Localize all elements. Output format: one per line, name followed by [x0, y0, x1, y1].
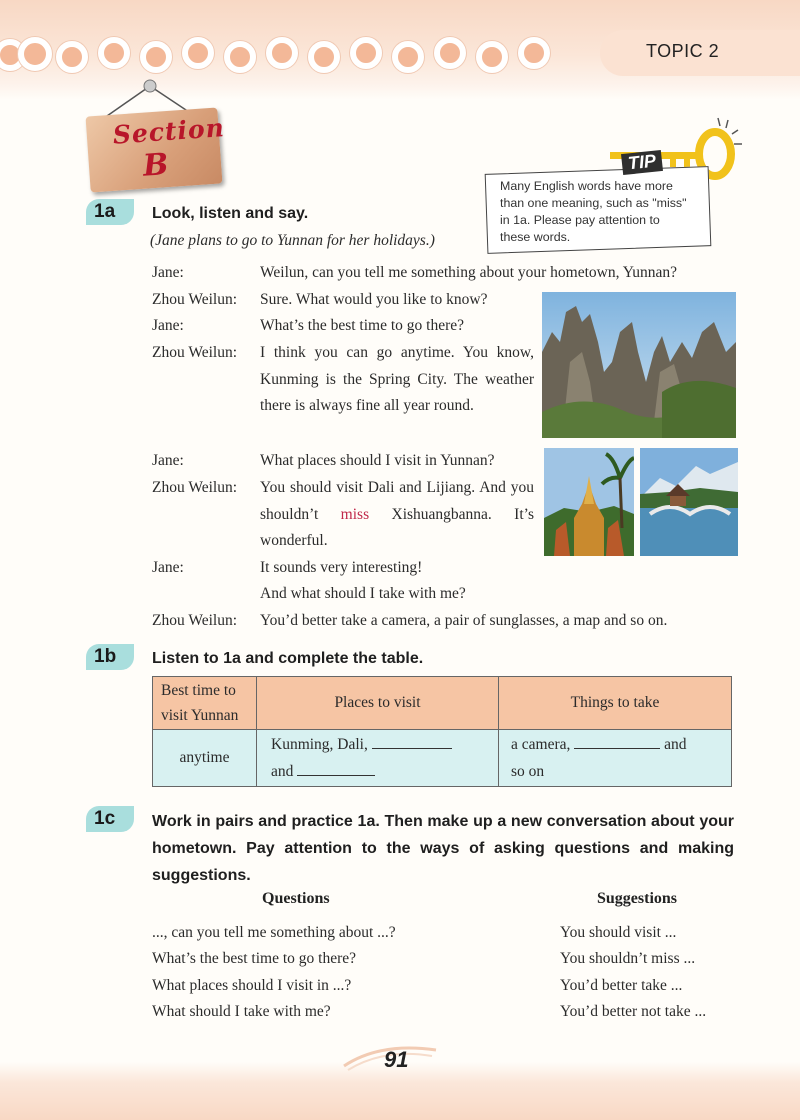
page-number: 91 [384, 1047, 409, 1072]
dialog-line: What’s the best time to go there? [260, 317, 465, 334]
badge-1b: 1b [86, 644, 134, 670]
tip-line: in 1a. Please pay attention to [500, 213, 660, 227]
ring-icon [392, 41, 424, 73]
speaker-label: Zhou Weilun: [152, 291, 238, 308]
cell-text: and [664, 736, 687, 753]
question-item: ..., can you tell me something about ...? [152, 924, 396, 941]
decorative-rings [0, 33, 600, 77]
cell-line [271, 758, 488, 785]
ring-icon [476, 41, 508, 73]
cell-text: a camera, [511, 736, 571, 753]
speaker-label: Jane: [152, 264, 184, 281]
cell-line [271, 731, 488, 758]
speaker-label: Jane: [152, 452, 184, 469]
dialog-line: What places should I visit in Yunnan? [260, 452, 495, 469]
ring-icon [308, 41, 340, 73]
question-item: What’s the best time to go there? [152, 950, 357, 967]
instruction-1c: Work in pairs and practice 1a. Then make up a new conversation about your hometown. Pay attention to the ways of asking questions and making suggestions. [152, 813, 734, 884]
section-word: Section [111, 113, 226, 150]
ring-icon [434, 37, 466, 69]
dialog-text: Xishuangbanna. It’s wonderful. [260, 505, 534, 549]
speaker-label: Jane: [152, 317, 184, 334]
table-cell [257, 730, 499, 787]
dialog-line: Sure. What would you like to know? [260, 291, 488, 308]
suggestions-header: Suggestions [597, 890, 678, 907]
table-cell [499, 730, 732, 787]
cell-text: Kunming, Dali, [271, 736, 368, 753]
ring-icon [224, 41, 256, 73]
questions-header: Questions [262, 890, 330, 907]
ring-icon [518, 37, 550, 69]
suggestion-item: You shouldn’t miss ... [560, 950, 696, 967]
dialog-line: Weilun, can you tell me something about your hometown, Yunnan? [260, 264, 678, 281]
info-table [152, 676, 732, 787]
dialog-line [260, 475, 534, 555]
cell-line [511, 731, 719, 758]
dialog-line: And what should I take with me? [260, 585, 466, 602]
ring-icon [18, 37, 52, 71]
dialog-line: It sounds very interesting! [260, 559, 423, 576]
highlight-word-miss: miss [340, 505, 370, 523]
photo-stone-forest [542, 292, 736, 438]
dialog-line: You’d better take a camera, a pair of sunglasses, a map and so on. [260, 612, 668, 629]
table-header-row [153, 677, 732, 730]
table-header-cell: Places to visit [257, 677, 499, 730]
dialog-text: You should visit Dali and Lijiang. And you shouldn’t [260, 479, 534, 523]
table-header-cell: Things to take [499, 677, 732, 730]
question-item: What should I take with me? [152, 1003, 331, 1020]
table-cell: anytime [153, 730, 257, 787]
ring-icon [350, 37, 382, 69]
table-row [153, 730, 732, 787]
blank-line[interactable] [372, 735, 452, 749]
speaker-label: Zhou Weilun: [152, 612, 238, 629]
tip-label: TIP [621, 150, 663, 175]
badge-1c: 1c [86, 806, 134, 832]
instruction-1a: Look, listen and say. [152, 205, 309, 222]
tip-line: than one meaning, such as "miss" [500, 196, 687, 210]
speaker-label: Jane: [152, 559, 184, 576]
photo-xishuangbanna [544, 448, 634, 556]
suggestion-item: You’d better not take ... [560, 1003, 707, 1020]
topic-label: TOPIC 2 [646, 41, 720, 61]
suggestion-item: You should visit ... [560, 924, 677, 941]
ring-icon [182, 37, 214, 69]
blank-line[interactable] [297, 762, 375, 776]
instruction-1b: Listen to 1a and complete the table. [152, 650, 424, 667]
ring-icon [266, 37, 298, 69]
ring-icon [140, 41, 172, 73]
blank-line[interactable] [574, 735, 660, 749]
tip-text [500, 178, 700, 246]
tip-line: Many English words have more [500, 179, 673, 193]
question-item: What places should I visit in ...? [152, 977, 352, 994]
cell-text: so on [511, 763, 545, 780]
speaker-label: Zhou Weilun: [152, 344, 238, 361]
cell-text: and [271, 763, 294, 780]
tip-line: these words. [500, 230, 571, 244]
ring-icon [98, 37, 130, 69]
speaker-label: Zhou Weilun: [152, 479, 238, 496]
badge-1a: 1a [86, 199, 134, 225]
section-sign [86, 107, 226, 192]
table-header-cell: Best time to visit Yunnan [153, 677, 257, 730]
suggestion-item: You’d better take ... [560, 977, 683, 994]
context-1a: (Jane plans to go to Yunnan for her holidays.) [150, 232, 435, 249]
ring-icon [56, 41, 88, 73]
photo-lijiang [640, 448, 738, 556]
dialog-line: I think you can go anytime. You know, Kunming is the Spring City. The weather there is always fine all year round. [260, 344, 534, 414]
section-letter: B [141, 147, 170, 184]
